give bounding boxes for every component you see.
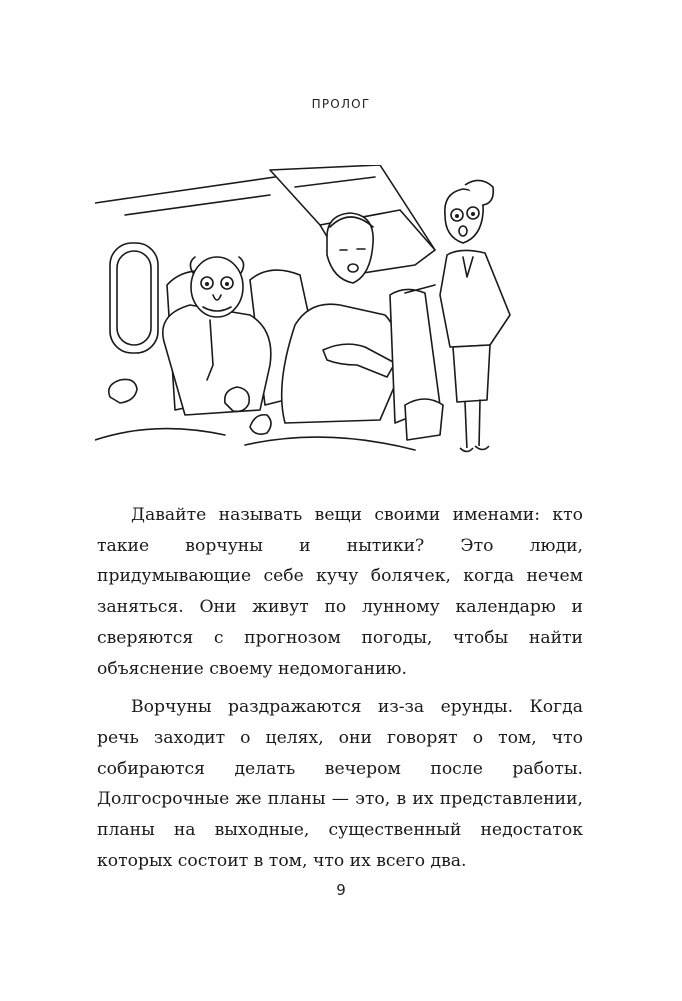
body-text bbox=[97, 500, 583, 884]
page-number: 9 bbox=[336, 881, 346, 899]
airplane-cabin-illustration bbox=[95, 165, 555, 465]
paragraph: Ворчуны раздражаются из-за ерунды. Когда речь заходит о целях, они говорят о том, что собираются делать вечером после работы. Долгосрочные же планы — это, в их представлении, планы на выходные, существенный недостаток которых состоит в том, что их всего два. bbox=[97, 697, 583, 871]
paragraph: Давайте называть вещи своими именами: кто такие ворчуны и нытики? Это люди, придумывающие себе кучу болячек, когда нечем заняться. Они живут по лунному календарю и сверяются с прогнозом погоды, чтобы найти объяснение своему недомоганию. bbox=[97, 505, 583, 679]
running-header: ПРОЛОГ bbox=[311, 97, 371, 111]
